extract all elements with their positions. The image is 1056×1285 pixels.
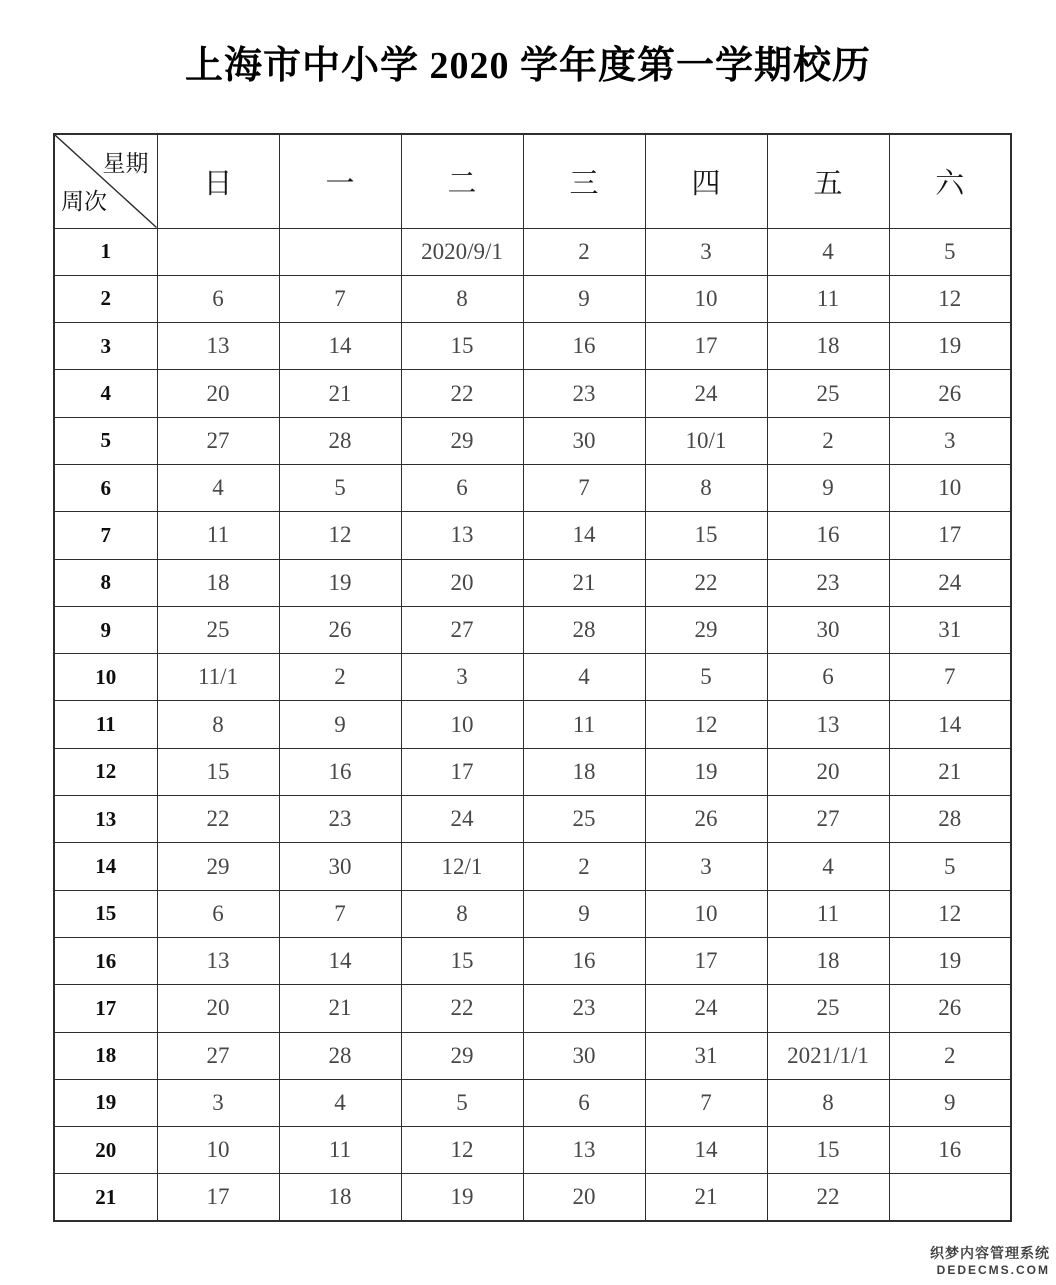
day-cell: 5 (889, 228, 1011, 275)
day-cell: 7 (279, 890, 401, 937)
table-row (54, 559, 1011, 606)
day-cell: 23 (767, 559, 889, 606)
day-cell: 3 (645, 843, 767, 890)
table-row (54, 464, 1011, 511)
week-number: 16 (54, 937, 157, 984)
day-cell: 17 (157, 1174, 279, 1221)
day-cell: 16 (767, 512, 889, 559)
day-cell: 21 (645, 1174, 767, 1221)
table-row (54, 843, 1011, 890)
table-row (54, 1174, 1011, 1221)
day-cell: 29 (401, 1032, 523, 1079)
day-cell: 16 (523, 937, 645, 984)
day-header: 五 (767, 134, 889, 228)
day-cell: 28 (889, 796, 1011, 843)
day-cell: 27 (401, 606, 523, 653)
week-number: 14 (54, 843, 157, 890)
day-cell: 26 (889, 985, 1011, 1032)
page-title: 上海市中小学 2020 学年度第一学期校历 (184, 45, 871, 87)
header-row (54, 134, 1011, 228)
day-cell: 8 (645, 464, 767, 511)
day-cell: 20 (767, 748, 889, 795)
day-cell: 30 (523, 417, 645, 464)
day-header: 三 (523, 134, 645, 228)
day-cell: 11 (523, 701, 645, 748)
week-number: 1 (54, 228, 157, 275)
day-cell: 30 (279, 843, 401, 890)
day-cell: 21 (279, 370, 401, 417)
table-row (54, 323, 1011, 370)
day-cell: 12 (889, 890, 1011, 937)
day-cell: 28 (279, 1032, 401, 1079)
day-cell: 19 (645, 748, 767, 795)
day-cell: 15 (157, 748, 279, 795)
day-cell: 25 (767, 985, 889, 1032)
day-header: 四 (645, 134, 767, 228)
day-cell: 8 (401, 890, 523, 937)
day-cell: 10 (645, 890, 767, 937)
day-cell: 5 (401, 1079, 523, 1126)
week-number: 11 (54, 701, 157, 748)
day-cell: 19 (401, 1174, 523, 1221)
table-row (54, 985, 1011, 1032)
day-cell: 15 (401, 323, 523, 370)
day-cell: 17 (889, 512, 1011, 559)
day-cell: 10 (889, 464, 1011, 511)
day-cell: 3 (889, 417, 1011, 464)
day-cell: 17 (645, 323, 767, 370)
day-cell: 15 (401, 937, 523, 984)
week-number: 10 (54, 654, 157, 701)
day-cell: 4 (767, 843, 889, 890)
table-row (54, 1079, 1011, 1126)
calendar-table (53, 133, 1012, 1222)
day-cell: 11 (157, 512, 279, 559)
day-cell: 7 (279, 275, 401, 322)
day-cell: 2 (279, 654, 401, 701)
table-row (54, 512, 1011, 559)
corner-cell (54, 134, 157, 228)
day-cell: 14 (889, 701, 1011, 748)
day-header: 六 (889, 134, 1011, 228)
day-cell: 24 (889, 559, 1011, 606)
day-cell: 17 (401, 748, 523, 795)
day-cell: 5 (279, 464, 401, 511)
day-header: 一 (279, 134, 401, 228)
day-cell: 9 (889, 1079, 1011, 1126)
day-cell: 7 (645, 1079, 767, 1126)
day-cell: 27 (767, 796, 889, 843)
day-cell: 21 (889, 748, 1011, 795)
day-cell: 4 (157, 464, 279, 511)
day-cell: 11 (279, 1127, 401, 1174)
day-cell: 19 (279, 559, 401, 606)
day-cell: 10 (157, 1127, 279, 1174)
day-cell (889, 1174, 1011, 1221)
day-cell: 25 (157, 606, 279, 653)
day-cell: 7 (523, 464, 645, 511)
week-number: 6 (54, 464, 157, 511)
day-cell: 2 (889, 1032, 1011, 1079)
day-cell: 19 (889, 323, 1011, 370)
watermark-cms-url: DEDECMS.COM (936, 1263, 1050, 1277)
day-cell: 21 (523, 559, 645, 606)
week-number: 19 (54, 1079, 157, 1126)
day-cell: 6 (767, 654, 889, 701)
week-number: 15 (54, 890, 157, 937)
week-number: 4 (54, 370, 157, 417)
table-row (54, 228, 1011, 275)
watermark-cms-name: 织梦内容管理系统 (930, 1245, 1050, 1261)
day-cell: 11/1 (157, 654, 279, 701)
table-row (54, 796, 1011, 843)
day-cell: 3 (401, 654, 523, 701)
day-cell: 3 (645, 228, 767, 275)
day-cell: 2 (523, 843, 645, 890)
day-cell: 17 (645, 937, 767, 984)
day-cell: 13 (523, 1127, 645, 1174)
week-number: 21 (54, 1174, 157, 1221)
day-cell: 30 (523, 1032, 645, 1079)
day-cell: 22 (401, 370, 523, 417)
day-cell: 23 (523, 370, 645, 417)
day-cell: 16 (889, 1127, 1011, 1174)
day-cell: 2020/9/1 (401, 228, 523, 275)
day-cell (279, 228, 401, 275)
day-cell: 4 (523, 654, 645, 701)
day-cell: 13 (157, 323, 279, 370)
week-number: 13 (54, 796, 157, 843)
day-cell: 14 (279, 937, 401, 984)
day-header: 二 (401, 134, 523, 228)
day-cell: 8 (767, 1079, 889, 1126)
week-number: 9 (54, 606, 157, 653)
day-cell: 4 (767, 228, 889, 275)
corner-week-label: 周次 (61, 188, 107, 214)
table-row (54, 275, 1011, 322)
day-cell: 2 (523, 228, 645, 275)
day-cell: 26 (645, 796, 767, 843)
day-cell: 12/1 (401, 843, 523, 890)
day-cell: 22 (645, 559, 767, 606)
day-cell: 28 (523, 606, 645, 653)
table-row (54, 1032, 1011, 1079)
week-number: 8 (54, 559, 157, 606)
day-cell: 7 (889, 654, 1011, 701)
day-cell: 5 (889, 843, 1011, 890)
table-row (54, 417, 1011, 464)
day-cell: 2021/1/1 (767, 1032, 889, 1079)
day-cell: 4 (279, 1079, 401, 1126)
watermark (930, 1243, 1050, 1277)
day-cell: 24 (401, 796, 523, 843)
day-cell: 27 (157, 1032, 279, 1079)
day-cell: 20 (523, 1174, 645, 1221)
day-cell: 22 (157, 796, 279, 843)
day-cell: 11 (767, 890, 889, 937)
day-header: 日 (157, 134, 279, 228)
day-cell: 15 (767, 1127, 889, 1174)
day-cell: 26 (889, 370, 1011, 417)
day-cell: 23 (279, 796, 401, 843)
day-cell: 30 (767, 606, 889, 653)
day-cell: 6 (401, 464, 523, 511)
day-cell: 15 (645, 512, 767, 559)
week-number: 7 (54, 512, 157, 559)
day-cell: 20 (157, 985, 279, 1032)
day-cell: 24 (645, 985, 767, 1032)
day-cell: 31 (889, 606, 1011, 653)
day-cell: 16 (279, 748, 401, 795)
day-cell: 12 (401, 1127, 523, 1174)
day-cell: 18 (523, 748, 645, 795)
table-row (54, 654, 1011, 701)
day-cell: 31 (645, 1032, 767, 1079)
table-row (54, 606, 1011, 653)
day-cell: 14 (279, 323, 401, 370)
day-cell: 18 (767, 937, 889, 984)
day-cell: 23 (523, 985, 645, 1032)
day-cell: 27 (157, 417, 279, 464)
day-cell: 21 (279, 985, 401, 1032)
day-cell: 24 (645, 370, 767, 417)
day-cell: 6 (157, 890, 279, 937)
day-cell: 11 (767, 275, 889, 322)
day-cell: 14 (523, 512, 645, 559)
table-row (54, 890, 1011, 937)
day-cell: 10 (645, 275, 767, 322)
day-cell: 22 (767, 1174, 889, 1221)
table-row (54, 937, 1011, 984)
day-cell: 20 (401, 559, 523, 606)
day-cell: 12 (645, 701, 767, 748)
day-cell: 12 (279, 512, 401, 559)
corner-weekday-label: 星期 (102, 151, 149, 176)
day-cell: 18 (157, 559, 279, 606)
day-cell: 29 (401, 417, 523, 464)
day-cell: 13 (401, 512, 523, 559)
week-number: 17 (54, 985, 157, 1032)
day-cell: 13 (767, 701, 889, 748)
week-number: 20 (54, 1127, 157, 1174)
table-row (54, 370, 1011, 417)
day-cell: 9 (767, 464, 889, 511)
day-cell: 20 (157, 370, 279, 417)
day-cell: 9 (279, 701, 401, 748)
day-cell: 16 (523, 323, 645, 370)
day-cell: 14 (645, 1127, 767, 1174)
day-cell: 29 (645, 606, 767, 653)
day-cell: 10/1 (645, 417, 767, 464)
week-number: 3 (54, 323, 157, 370)
day-cell: 2 (767, 417, 889, 464)
day-cell: 29 (157, 843, 279, 890)
day-cell: 6 (157, 275, 279, 322)
day-cell: 6 (523, 1079, 645, 1126)
day-cell: 25 (767, 370, 889, 417)
table-row (54, 748, 1011, 795)
week-number: 12 (54, 748, 157, 795)
day-cell: 3 (157, 1079, 279, 1126)
day-cell: 18 (279, 1174, 401, 1221)
day-cell: 19 (889, 937, 1011, 984)
week-number: 2 (54, 275, 157, 322)
day-cell: 5 (645, 654, 767, 701)
day-cell: 12 (889, 275, 1011, 322)
day-cell (157, 228, 279, 275)
day-cell: 26 (279, 606, 401, 653)
day-cell: 8 (157, 701, 279, 748)
week-number: 18 (54, 1032, 157, 1079)
day-cell: 22 (401, 985, 523, 1032)
day-cell: 25 (523, 796, 645, 843)
table-row (54, 1127, 1011, 1174)
day-cell: 9 (523, 890, 645, 937)
day-cell: 18 (767, 323, 889, 370)
table-row (54, 701, 1011, 748)
week-number: 5 (54, 417, 157, 464)
day-cell: 28 (279, 417, 401, 464)
day-cell: 8 (401, 275, 523, 322)
day-cell: 9 (523, 275, 645, 322)
day-cell: 10 (401, 701, 523, 748)
day-cell: 13 (157, 937, 279, 984)
